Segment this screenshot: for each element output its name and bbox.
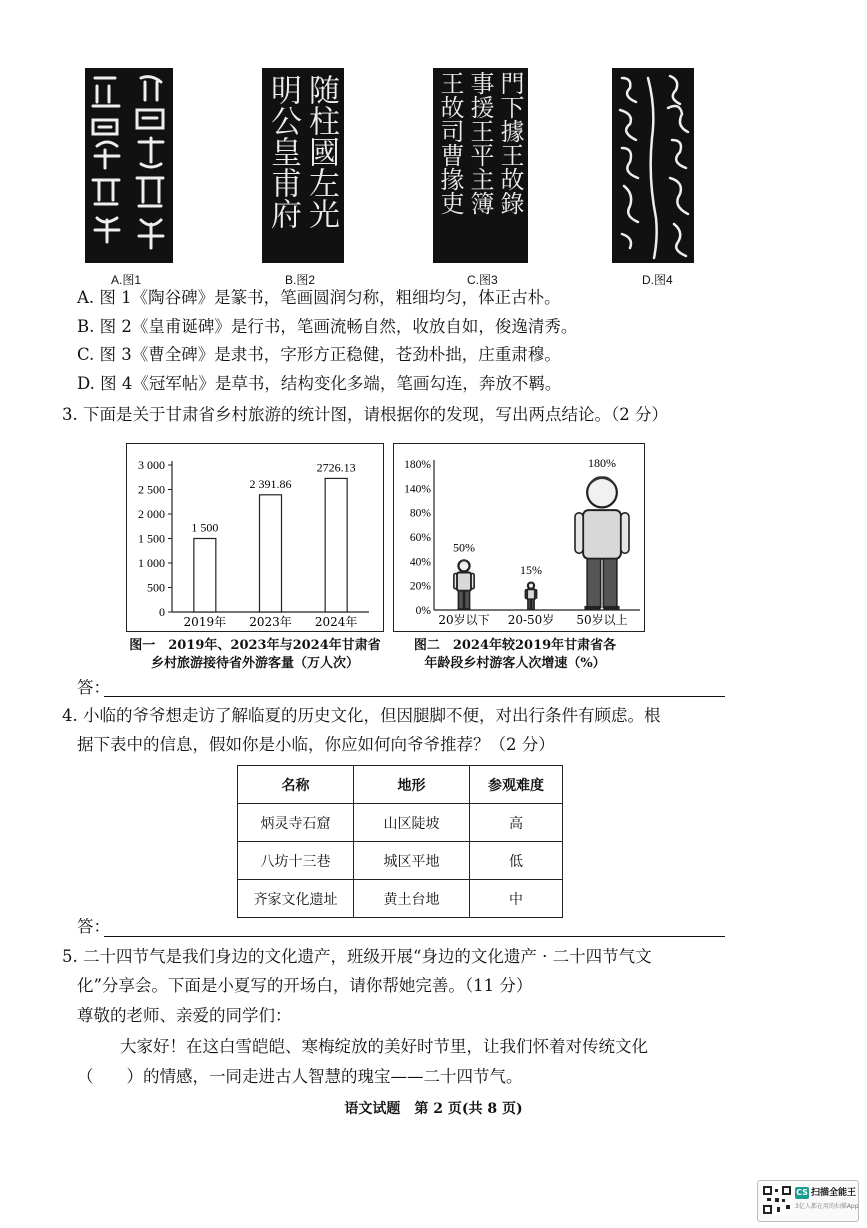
calligraphy-column-2: 明公皇甫府 <box>265 74 301 229</box>
x-tick-label: 20岁以下 <box>438 613 490 627</box>
person-figure-icon <box>525 582 536 610</box>
cs-app-icon: CS <box>796 1188 808 1197</box>
table-cell: 黄土台地 <box>354 880 470 918</box>
x-tick-label: 2019年 <box>183 615 227 629</box>
y-tick-label: 40% <box>409 556 431 569</box>
y-tick-label: 60% <box>409 532 431 544</box>
y-tick-label: 2 500 <box>138 482 165 497</box>
table-header-row <box>238 766 563 804</box>
question-3-answer-line[interactable] <box>104 696 725 697</box>
chart-1-caption-line-2: 乡村旅游接待省外游客量（万人次） <box>150 655 359 671</box>
pictograph-value-label: 15% <box>520 563 542 577</box>
chart-2-caption <box>380 637 650 672</box>
question-3-prompt: 3. 下面是关于甘肃省乡村旅游的统计图，请根据你的发现，写出两点结论。（2 分） <box>62 405 668 424</box>
speech-paragraph-line-2: （ ）的情感，一同走进古人智慧的瑰宝——二十四节气。 <box>77 1067 523 1086</box>
question-5-prompt-line-2: 化”分享会。下面是小夏写的开场白，请你帮她完善。（11 分） <box>77 976 533 995</box>
pictograph-value-label: 50% <box>453 540 475 555</box>
y-tick-label: 3 000 <box>138 458 165 472</box>
attraction-table <box>237 765 563 918</box>
figure-1-image <box>85 68 173 263</box>
y-tick-label: 1 000 <box>138 556 165 570</box>
qr-code-icon <box>762 1185 792 1215</box>
question-4-prompt-line-1: 4. 小临的爷爷想走访了解临夏的历史文化，但因腿脚不便，对出行条件有顾虑。根 <box>62 706 661 725</box>
y-tick-label: 80% <box>409 507 431 520</box>
x-tick-label: 2023年 <box>249 615 292 629</box>
table-cell: 低 <box>470 842 563 880</box>
question-4-answer-line[interactable] <box>104 936 725 937</box>
figure-label-b: B.图2 <box>285 273 316 287</box>
y-tick-label: 140% <box>404 483 431 496</box>
chart-2-caption-line-2: 年龄段乡村游客人次增速（%） <box>424 655 606 671</box>
figure-3-image <box>433 68 528 263</box>
table-cell: 齐家文化遗址 <box>238 880 354 918</box>
figure-2-image <box>262 68 344 263</box>
y-tick-label: 20% <box>409 580 431 593</box>
option-a: A. 图 1《陶谷碑》是篆书，笔画圆润匀称，粗细均匀，体正古朴。 <box>77 288 561 307</box>
table-cell: 八坊十三巷 <box>238 842 354 880</box>
scanner-badge-title: 扫描全能王 <box>811 1188 857 1198</box>
option-c: C. 图 3《曹全碑》是隶书，字形方正稳健，苍劲朴拙，庄重肃穆。 <box>77 345 561 364</box>
person-figure-icon <box>575 476 629 610</box>
question-4-prompt-line-2: 据下表中的信息，假如你是小临，你应如何向爷爷推荐？（2 分） <box>77 735 555 754</box>
bar <box>260 495 282 612</box>
y-tick-label: 0% <box>415 605 431 617</box>
x-tick-label: 50岁以上 <box>576 613 628 627</box>
table-row <box>238 842 563 880</box>
table-header-name: 名称 <box>238 766 354 804</box>
bar-value-label: 1 500 <box>191 520 219 535</box>
chart-2-panel <box>393 443 645 632</box>
seal-script-calligraphy <box>85 68 173 263</box>
table-header-terrain: 地形 <box>354 766 470 804</box>
scanner-badge-subtitle: 3亿人都在用的扫描App <box>795 1203 859 1210</box>
option-d: D. 图 4《冠军帖》是草书，结构变化多端，笔画勾连，奔放不羁。 <box>77 374 562 393</box>
chart-2-caption-line-1: 图二 2024年较2019年甘肃省各 <box>413 638 617 653</box>
cursive-script-calligraphy <box>612 68 694 263</box>
option-b: B. 图 2《皇甫诞碑》是行书，笔画流畅自然，收放自如，俊逸清秀。 <box>77 317 578 336</box>
question-4-answer-label: 答： <box>77 917 110 936</box>
chart-1-caption <box>110 637 400 672</box>
speech-greeting: 尊敬的老师、亲爱的同学们： <box>77 1006 292 1025</box>
calligraphy-column-1: 随柱國左光 <box>303 74 339 229</box>
y-tick-label: 500 <box>147 580 165 595</box>
bar-value-label: 2 391.86 <box>249 476 292 491</box>
chart-1-panel <box>126 443 384 632</box>
table-cell: 炳灵寺石窟 <box>238 804 354 842</box>
table-cell: 城区平地 <box>354 842 470 880</box>
bar-value-label: 2726.13 <box>316 460 356 475</box>
x-tick-label: 2024年 <box>314 615 358 629</box>
x-tick-label: 20-50岁 <box>507 613 555 627</box>
figure-label-a: A.图1 <box>111 273 142 287</box>
chart-1-caption-line-1: 图一 2019年、2023年与2024年甘肃省 <box>129 638 381 653</box>
calligraphy-column-2: 事援王平主簿 <box>466 71 494 215</box>
table-row <box>238 880 563 918</box>
y-tick-label: 0 <box>159 605 165 619</box>
growth-pictograph <box>394 444 644 631</box>
calligraphy-column-1: 門下據王故錄 <box>496 71 524 215</box>
figure-4-image <box>612 68 694 263</box>
question-3-answer-label: 答： <box>77 678 110 697</box>
table-cell: 中 <box>470 880 563 918</box>
page-footer: 语文试题 第 2 页(共 8 页) <box>344 1101 523 1117</box>
table-row <box>238 804 563 842</box>
y-tick-label: 1 500 <box>138 531 165 546</box>
figure-label-c: C.图3 <box>467 273 498 287</box>
person-figure-icon <box>454 560 474 610</box>
calligraphy-column-3: 王故司曹掾吏 <box>436 71 464 215</box>
y-tick-label: 180% <box>404 459 431 471</box>
y-tick-label: 2 000 <box>138 507 165 521</box>
visitor-bar-chart <box>127 444 383 631</box>
table-cell: 高 <box>470 804 563 842</box>
table-header-difficulty: 参观难度 <box>470 766 563 804</box>
table-cell: 山区陡坡 <box>354 804 470 842</box>
pictograph-value-label: 180% <box>588 456 616 470</box>
bar <box>325 478 347 612</box>
speech-paragraph-line-1: 大家好！在这白雪皑皑、寒梅绽放的美好时节里，让我们怀着对传统文化 <box>120 1037 648 1056</box>
figure-label-d: D.图4 <box>642 273 673 287</box>
bar <box>194 539 216 613</box>
scanner-badge <box>757 1180 859 1222</box>
question-5-prompt-line-1: 5. 二十四节气是我们身边的文化遗产，班级开展“身边的文化遗产 · 二十四节气文 <box>62 947 652 966</box>
